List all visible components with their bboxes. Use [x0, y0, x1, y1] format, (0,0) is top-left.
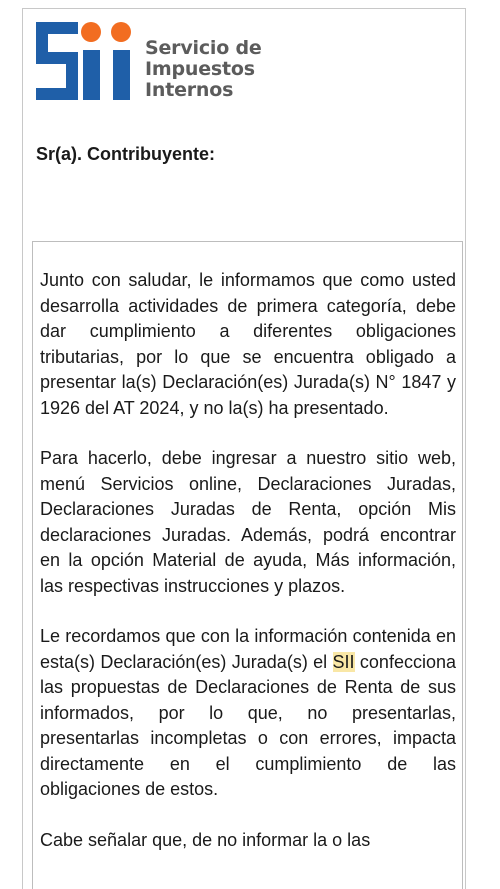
logo-line-2: Impuestos — [145, 58, 255, 80]
greeting-heading: Sr(a). Contribuyente: — [36, 144, 216, 164]
logo-line-1: Servicio de — [145, 37, 262, 59]
message-paragraph — [40, 624, 456, 803]
message-paragraph: Junto con saludar, le informamos que como usted desarrolla actividades de primera categoría, debe dar cumplimiento a diferentes obligaciones tributarias, por lo que se encuentra obligado a presentar la(s) Declaración(es) Jurada(s) N° 1847 y 1926 del AT 2024, y no la(s) ha presentado. — [40, 270, 456, 418]
highlighted-term: SII — [332, 651, 355, 672]
message-body — [40, 268, 456, 878]
paragraph-text: Le recordamos que con la información contenida en esta(s) Declaración(es) Jurada(s) el — [40, 626, 456, 672]
logo-line-3: Internos — [145, 79, 234, 101]
logo-wordmark — [145, 38, 262, 101]
message-paragraph: Para hacerlo, debe ingresar a nuestro sitio web, menú Servicios online, Declaraciones Juradas, Declaraciones Juradas de Renta, opción Mis declaraciones Juradas. Además, podrá encontrar en la opción Material de ayuda, Más información, las respectivas instrucciones y plazos. — [40, 448, 456, 596]
message-paragraph-partial: Cabe señalar que, de no informar la o las — [40, 829, 371, 850]
paragraph-text: confecciona las propuestas de Declaraciones de Renta de sus informados, por lo que, no presentarlas, presentarlas incompletas o con errores, impacta directamente en el cumplimiento de las obligaciones de estos. — [40, 651, 456, 799]
